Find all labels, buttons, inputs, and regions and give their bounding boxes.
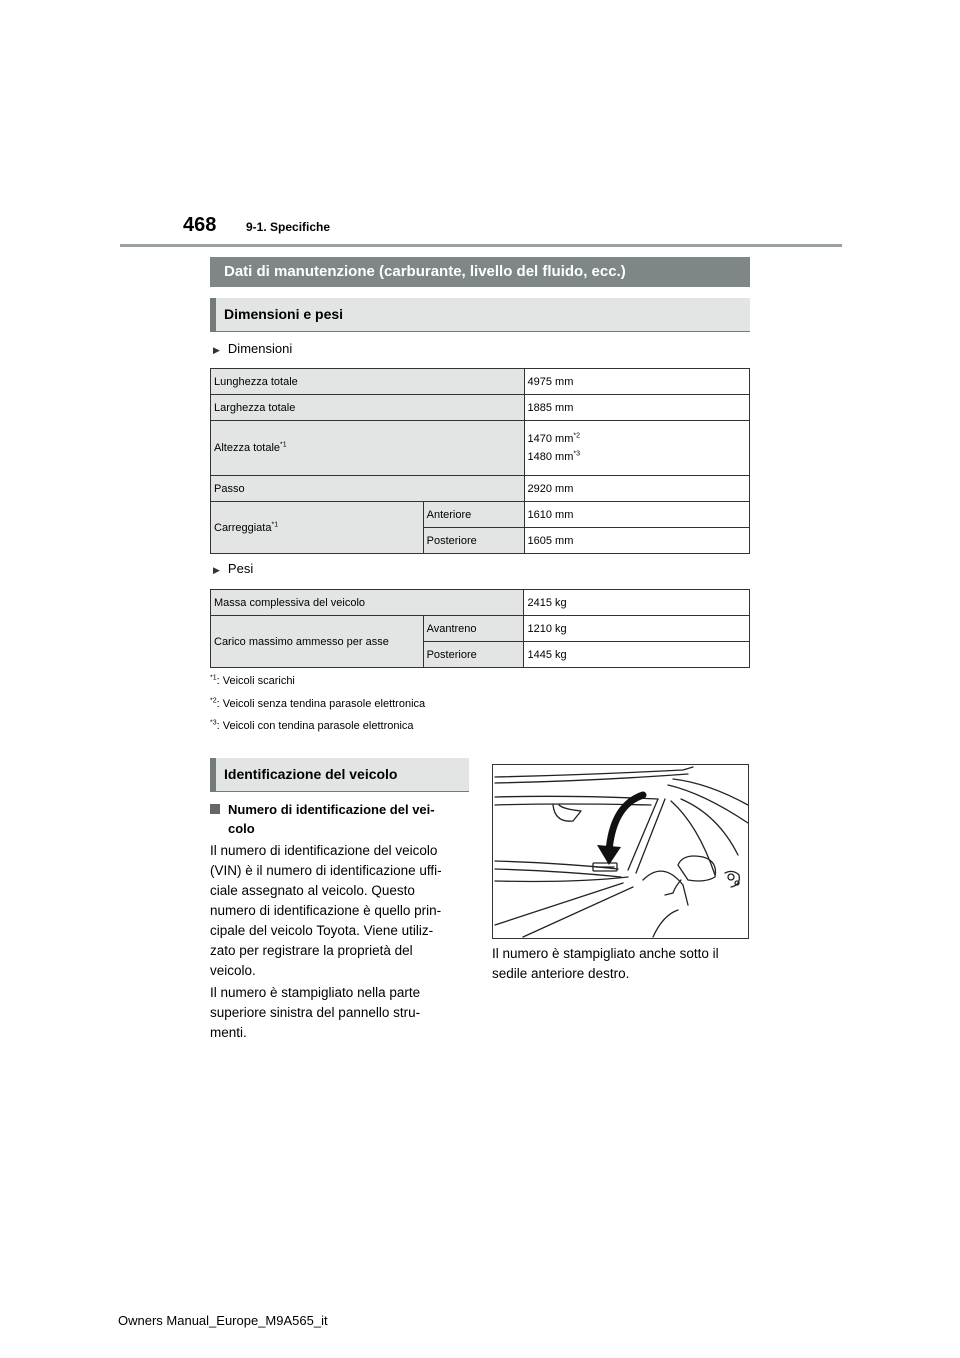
subheading-line: colo: [228, 821, 255, 836]
bullet-weights-label: Pesi: [227, 561, 254, 576]
label-text: Altezza totale: [214, 442, 281, 454]
para-line: cipale del veicolo Toyota. Viene utiliz-: [210, 923, 434, 938]
footnote-ref: *2: [573, 432, 580, 440]
dimensions-table: [210, 368, 750, 554]
table-value: 1445 kg: [524, 642, 750, 668]
table-row: [211, 369, 750, 395]
table-row: [211, 476, 750, 502]
chapter-title: 9-1. Specifiche: [246, 220, 331, 234]
caption-line: sedile anteriore destro.: [492, 966, 630, 981]
triangle-bullet-icon: ▶: [213, 565, 220, 575]
table-label: Massa complessiva del veicolo: [211, 590, 524, 616]
para-line: (VIN) è il numero di identificazione uffi-: [210, 863, 442, 878]
section-underline: [210, 791, 469, 792]
table-value: [524, 421, 750, 476]
section-title-dimensions: Dimensioni e pesi: [210, 298, 750, 331]
triangle-bullet-icon: ▶: [213, 345, 220, 355]
para-line: Il numero di identificazione del veicolo: [210, 843, 438, 858]
footnote-ref: *3: [573, 450, 580, 458]
value-text: 1480 mm: [527, 451, 574, 463]
footnote-text: : Veicoli senza tendina parasole elettronica: [216, 698, 426, 710]
table-sublabel: Posteriore: [423, 528, 524, 554]
table-value: 1210 kg: [524, 616, 750, 642]
footnote-mark: *2: [210, 697, 217, 705]
footnote: [210, 675, 295, 687]
footnote-text: : Veicoli scarichi: [216, 675, 295, 687]
subheading-line: Numero di identificazione del vei-: [228, 802, 435, 817]
page-number: 468: [183, 214, 217, 236]
table-row: [211, 421, 750, 476]
table-sublabel: Posteriore: [423, 642, 524, 668]
vin-location-illustration: [492, 764, 749, 939]
bullet-dimensions-label: Dimensioni: [227, 341, 293, 356]
table-sublabel: Anteriore: [423, 502, 524, 528]
table-row: [211, 502, 750, 528]
table-value: 2415 kg: [524, 590, 750, 616]
para-line: ciale assegnato al veicolo. Questo: [210, 883, 415, 898]
table-label: Lunghezza totale: [211, 369, 525, 395]
table-value: 1605 mm: [524, 528, 750, 554]
table-label: [211, 421, 525, 476]
table-label: Passo: [211, 476, 525, 502]
footnote-ref: *1: [280, 441, 287, 449]
table-label: Carico massimo ammesso per asse: [211, 616, 424, 668]
para-line: veicolo.: [210, 963, 256, 978]
footnote-mark: *1: [210, 674, 217, 682]
footnote-ref: *1: [271, 520, 279, 528]
table-value: 4975 mm: [524, 369, 750, 395]
bullet-dimensions: [213, 341, 292, 356]
square-bullet-icon: [210, 804, 220, 814]
section-title-vin: Identificazione del veicolo: [210, 758, 469, 791]
table-label: Larghezza totale: [211, 395, 525, 421]
vin-paragraph-1: [210, 841, 472, 981]
vin-paragraph-2: [210, 983, 472, 1043]
bullet-weights: [213, 561, 253, 576]
para-line: Il numero è stampigliato nella parte: [210, 985, 421, 1000]
footnote: [210, 720, 414, 732]
caption-line: Il numero è stampigliato anche sotto il: [492, 946, 719, 961]
table-label: [211, 502, 424, 554]
label-text: Carreggiata: [214, 521, 272, 534]
vin-subheading: [210, 800, 472, 838]
para-line: zato per registrare la proprietà del: [210, 943, 413, 958]
table-value: 1610 mm: [524, 502, 750, 528]
footnote-mark: *3: [210, 719, 217, 727]
table-value: 2920 mm: [524, 476, 750, 502]
footnote: [210, 698, 425, 710]
car-windshield-drawing: [493, 765, 748, 938]
footer-doc-id: Owners Manual_Europe_M9A565_it: [118, 1313, 328, 1328]
table-row: [211, 616, 750, 642]
weights-table: [210, 589, 750, 668]
section-banner: Dati di manutenzione (carburante, livello del fluido, ecc.): [210, 257, 750, 287]
header-rule: [120, 244, 842, 247]
footnote-text: : Veicoli con tendina parasole elettronica: [216, 720, 414, 732]
figure-caption: [492, 944, 754, 984]
table-row: [211, 395, 750, 421]
para-line: menti.: [210, 1025, 247, 1040]
para-line: numero di identificazione è quello prin-: [210, 903, 442, 918]
value-text: 1470 mm: [527, 433, 574, 445]
section-underline: [210, 331, 750, 332]
table-sublabel: Avantreno: [423, 616, 524, 642]
table-value: 1885 mm: [524, 395, 750, 421]
table-row: [211, 590, 750, 616]
para-line: superiore sinistra del pannello stru-: [210, 1005, 421, 1020]
